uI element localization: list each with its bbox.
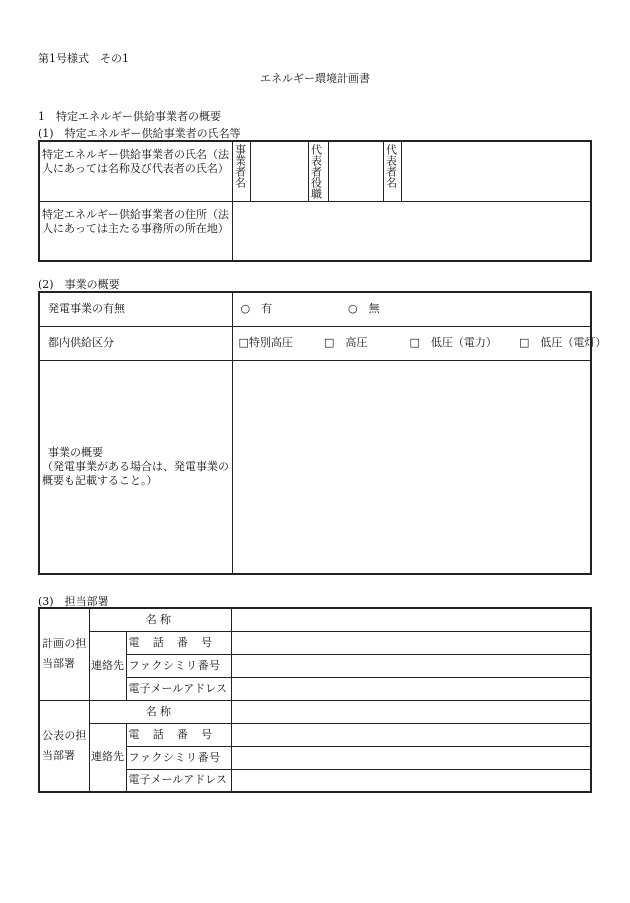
public-fax-label: ファクシミリ番号 xyxy=(126,746,231,769)
public-fax-field[interactable] xyxy=(231,746,591,769)
operator-address-field[interactable] xyxy=(232,202,591,261)
document-title: エネルギー環境計画書 xyxy=(260,72,370,85)
supply-extra-high-checkbox[interactable]: □特別高圧 xyxy=(238,336,293,349)
business-name-label: 事業者名 xyxy=(233,144,247,188)
power-generation-label: 発電事業の有無 xyxy=(39,292,232,326)
section3-heading: (3) 担当部署 xyxy=(38,595,109,608)
rep-title-label: 代表者役職 xyxy=(309,144,323,199)
plan-fax-field[interactable] xyxy=(231,654,591,677)
plan-phone-label: 電話番号 xyxy=(126,631,231,654)
power-yes-radio[interactable]: ○ 有 xyxy=(240,302,273,316)
form-id: 第1号様式 その1 xyxy=(38,52,129,65)
operator-name-label: 特定エネルギー供給事業者の氏名（法人にあっては名称及び代表者の氏名） xyxy=(39,141,232,202)
public-email-label: 電子メールアドレス xyxy=(126,769,231,792)
power-no-radio[interactable]: ○ 無 xyxy=(348,302,380,316)
section1-heading: 1 特定エネルギー供給事業者の概要 xyxy=(38,110,221,123)
business-name-field[interactable] xyxy=(250,141,308,202)
public-dept-label: 公表の担当部署 xyxy=(39,700,89,792)
public-name-label: 名称 xyxy=(89,700,231,723)
overview-label: 事業の概要 xyxy=(48,445,103,459)
rep-title-field[interactable] xyxy=(328,141,383,202)
rep-name-field[interactable] xyxy=(401,141,591,202)
plan-contact-label: 連絡先 xyxy=(89,631,126,700)
overview-field[interactable] xyxy=(232,360,591,574)
supply-category-label: 都内供給区分 xyxy=(39,326,232,360)
plan-dept-label: 計画の担当部署 xyxy=(39,608,89,700)
operator-address-label: 特定エネルギー供給事業者の住所（法人にあっては主たる事務所の所在地） xyxy=(39,202,232,261)
public-name-field[interactable] xyxy=(231,700,591,723)
overview-note: （発電事業がある場合は、発電事業の概要も記載すること。） xyxy=(42,459,229,487)
public-contact-label: 連絡先 xyxy=(89,723,126,792)
plan-email-label: 電子メールアドレス xyxy=(126,677,231,700)
plan-name-field[interactable] xyxy=(231,608,591,631)
public-phone-field[interactable] xyxy=(231,723,591,746)
public-phone-label: 電話番号 xyxy=(126,723,231,746)
public-email-field[interactable] xyxy=(231,769,591,792)
rep-name-label: 代表者名 xyxy=(384,144,398,188)
operator-name-table xyxy=(38,140,592,262)
supply-low-lighting-checkbox[interactable]: □ 低圧（電灯） xyxy=(519,336,607,349)
supply-low-power-checkbox[interactable]: □ 低圧（電力） xyxy=(409,336,497,349)
plan-name-label: 名称 xyxy=(89,608,231,631)
plan-email-field[interactable] xyxy=(231,677,591,700)
department-table xyxy=(38,607,592,793)
section1-sub-heading: (1) 特定エネルギー供給事業者の氏名等 xyxy=(38,127,241,140)
plan-fax-label: ファクシミリ番号 xyxy=(126,654,231,677)
business-overview-table xyxy=(38,291,607,575)
supply-high-checkbox[interactable]: □ 高圧 xyxy=(324,336,368,349)
plan-phone-field[interactable] xyxy=(231,631,591,654)
section2-heading: (2) 事業の概要 xyxy=(38,278,120,291)
